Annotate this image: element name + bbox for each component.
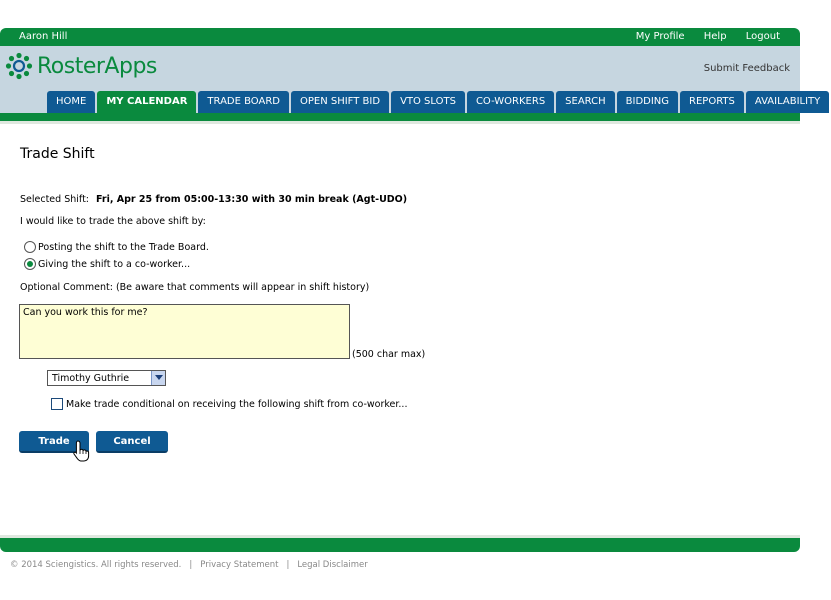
conditional-checkbox[interactable] [51,398,63,410]
tab-my-calendar[interactable]: MY CALENDAR [97,91,196,113]
main-nav [47,91,831,113]
nav-stripe-shadow [0,121,800,124]
radio-post[interactable] [24,241,36,253]
help-link[interactable]: Help [703,31,727,42]
user-name: Aaron Hill [19,31,68,42]
hand-cursor-icon [72,440,90,462]
top-bar [0,28,800,46]
rosterapps-logo-icon [5,52,33,80]
cancel-button[interactable]: Cancel [96,431,168,453]
option-post-to-trade-board[interactable] [24,241,209,253]
conditional-label: Make trade conditional on receiving the following shift from co-worker... [66,398,408,410]
selected-shift [20,194,407,205]
trade-by-label: I would like to trade the above shift by: [20,216,206,227]
option-give-to-coworker[interactable] [24,258,190,270]
tab-reports[interactable]: REPORTS [680,91,744,113]
radio-give[interactable] [24,258,36,270]
coworker-select[interactable] [47,370,166,386]
char-max-note: (500 char max) [352,349,426,360]
coworker-selected-value: Timothy Guthrie [52,372,130,384]
my-profile-link[interactable]: My Profile [635,31,685,42]
footer-bar [0,538,800,552]
tab-co-workers[interactable]: CO-WORKERS [467,91,554,113]
page-title: Trade Shift [20,146,95,162]
tab-open-shift-bid[interactable]: OPEN SHIFT BID [291,91,389,113]
legal-link[interactable]: Legal Disclaimer [297,560,368,570]
nav-stripe [0,113,800,121]
tab-home[interactable]: HOME [47,91,95,113]
submit-feedback-link[interactable]: Submit Feedback [703,63,790,74]
privacy-link[interactable]: Privacy Statement [200,560,279,570]
tab-bidding[interactable]: BIDDING [617,91,678,113]
radio-selected-dot [27,261,33,267]
top-links [620,31,780,42]
option-post-label: Posting the shift to the Trade Board. [38,241,209,253]
footer: © 2014 Sciengistics. All rights reserved. | Privacy Statement | Legal Disclaimer [10,560,368,570]
selected-shift-value: Fri, Apr 25 from 05:00-13:30 with 30 min break (Agt-UDO) [96,194,408,205]
comment-label: Optional Comment: (Be aware that comments will appear in shift history) [20,282,370,293]
trade-button[interactable]: Trade [19,431,89,453]
tab-search[interactable]: SEARCH [556,91,614,113]
logo[interactable] [5,52,157,80]
selected-shift-label: Selected Shift: [20,194,89,205]
option-give-label: Giving the shift to a co-worker... [38,258,191,270]
tab-vto-slots[interactable]: VTO SLOTS [391,91,465,113]
logout-link[interactable]: Logout [745,31,780,42]
copyright: © 2014 Sciengistics. All rights reserved. [10,560,182,570]
comment-textarea[interactable] [19,304,350,359]
tab-trade-board[interactable]: TRADE BOARD [198,91,289,113]
logo-text: RosterApps [37,53,157,79]
chevron-down-icon[interactable] [151,371,165,385]
conditional-trade-option[interactable] [51,398,407,410]
tab-availability[interactable]: AVAILABILITY [746,91,829,113]
